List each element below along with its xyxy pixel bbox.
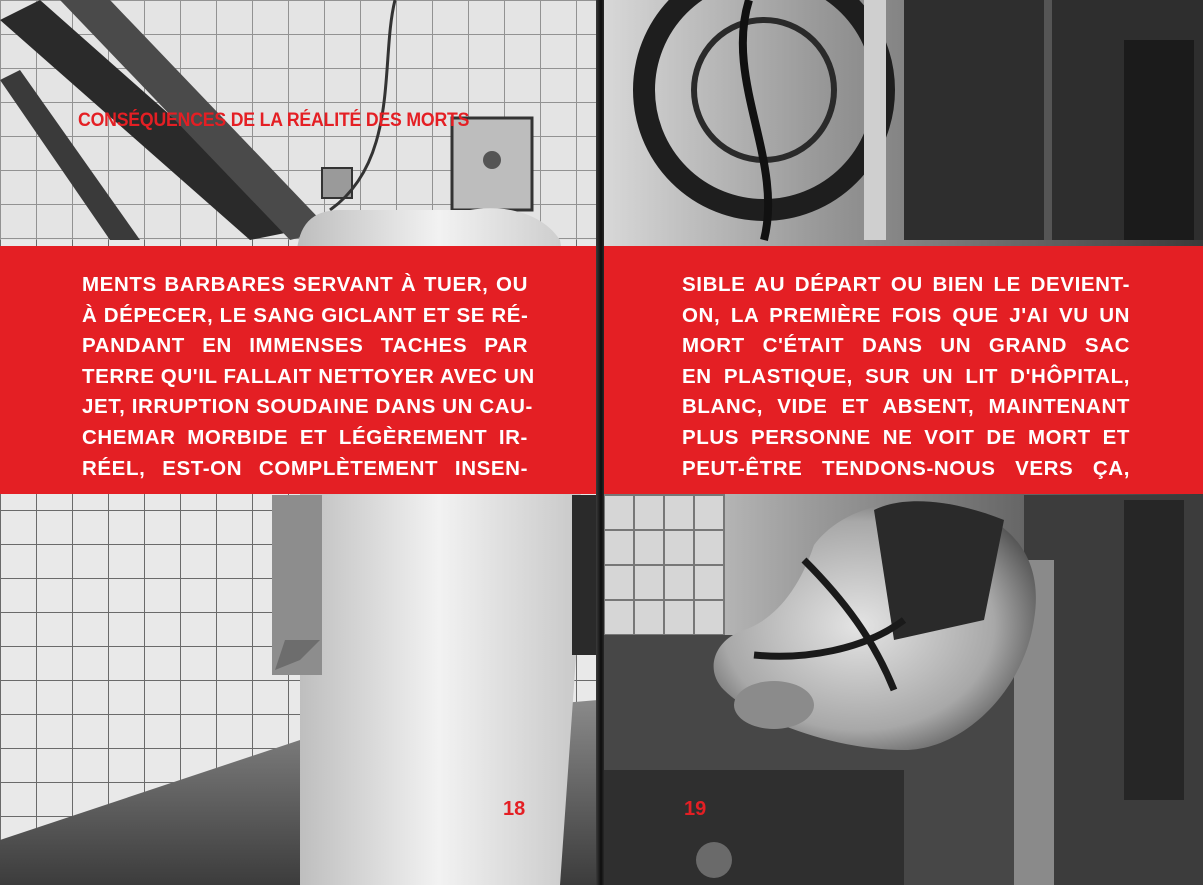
text-line: RÉEL, EST-ON COMPLÈTEMENT INSEN- — [82, 456, 528, 480]
left-page — [0, 0, 598, 885]
chapter-heading: CONSÉQUENCES DE LA RÉALITÉ DES MORTS — [78, 110, 470, 131]
left-body-text — [82, 270, 535, 484]
text-line: À DÉPECER, LE SANG GICLANT ET SE RÉ- — [82, 303, 529, 327]
page-number: 18 — [503, 798, 526, 820]
text-line: PLUS PERSONNE NE VOIT DE MORT ET — [682, 425, 1130, 449]
page-number: 19 — [684, 798, 707, 820]
text-line: PEUT-ÊTRE TENDONS-NOUS VERS ÇA, — [682, 456, 1130, 480]
right-body-text — [682, 270, 1130, 484]
text-line: BLANC, VIDE ET ABSENT, MAINTENANT — [682, 395, 1130, 419]
right-page — [604, 0, 1203, 885]
text-line: ON, LA PREMIÈRE FOIS QUE J'AI VU UN — [682, 303, 1130, 327]
text-line: PANDANT EN IMMENSES TACHES PAR — [82, 334, 528, 358]
text-line: CHEMAR MORBIDE ET LÉGÈREMENT IR- — [82, 425, 528, 449]
text-line: MORT C'ÉTAIT DANS UN GRAND SAC — [682, 334, 1130, 358]
text-line: EN PLASTIQUE, SUR UN LIT D'HÔPITAL, — [682, 364, 1130, 388]
text-line: JET, IRRUPTION SOUDAINE DANS UN CAU- — [82, 395, 533, 419]
text-line: MENTS BARBARES SERVANT À TUER, OU — [82, 273, 528, 296]
text-line: SIBLE AU DÉPART OU BIEN LE DEVIENT- — [682, 273, 1130, 296]
text-line: TERRE QU'IL FALLAIT NETTOYER AVEC UN — [82, 364, 535, 388]
